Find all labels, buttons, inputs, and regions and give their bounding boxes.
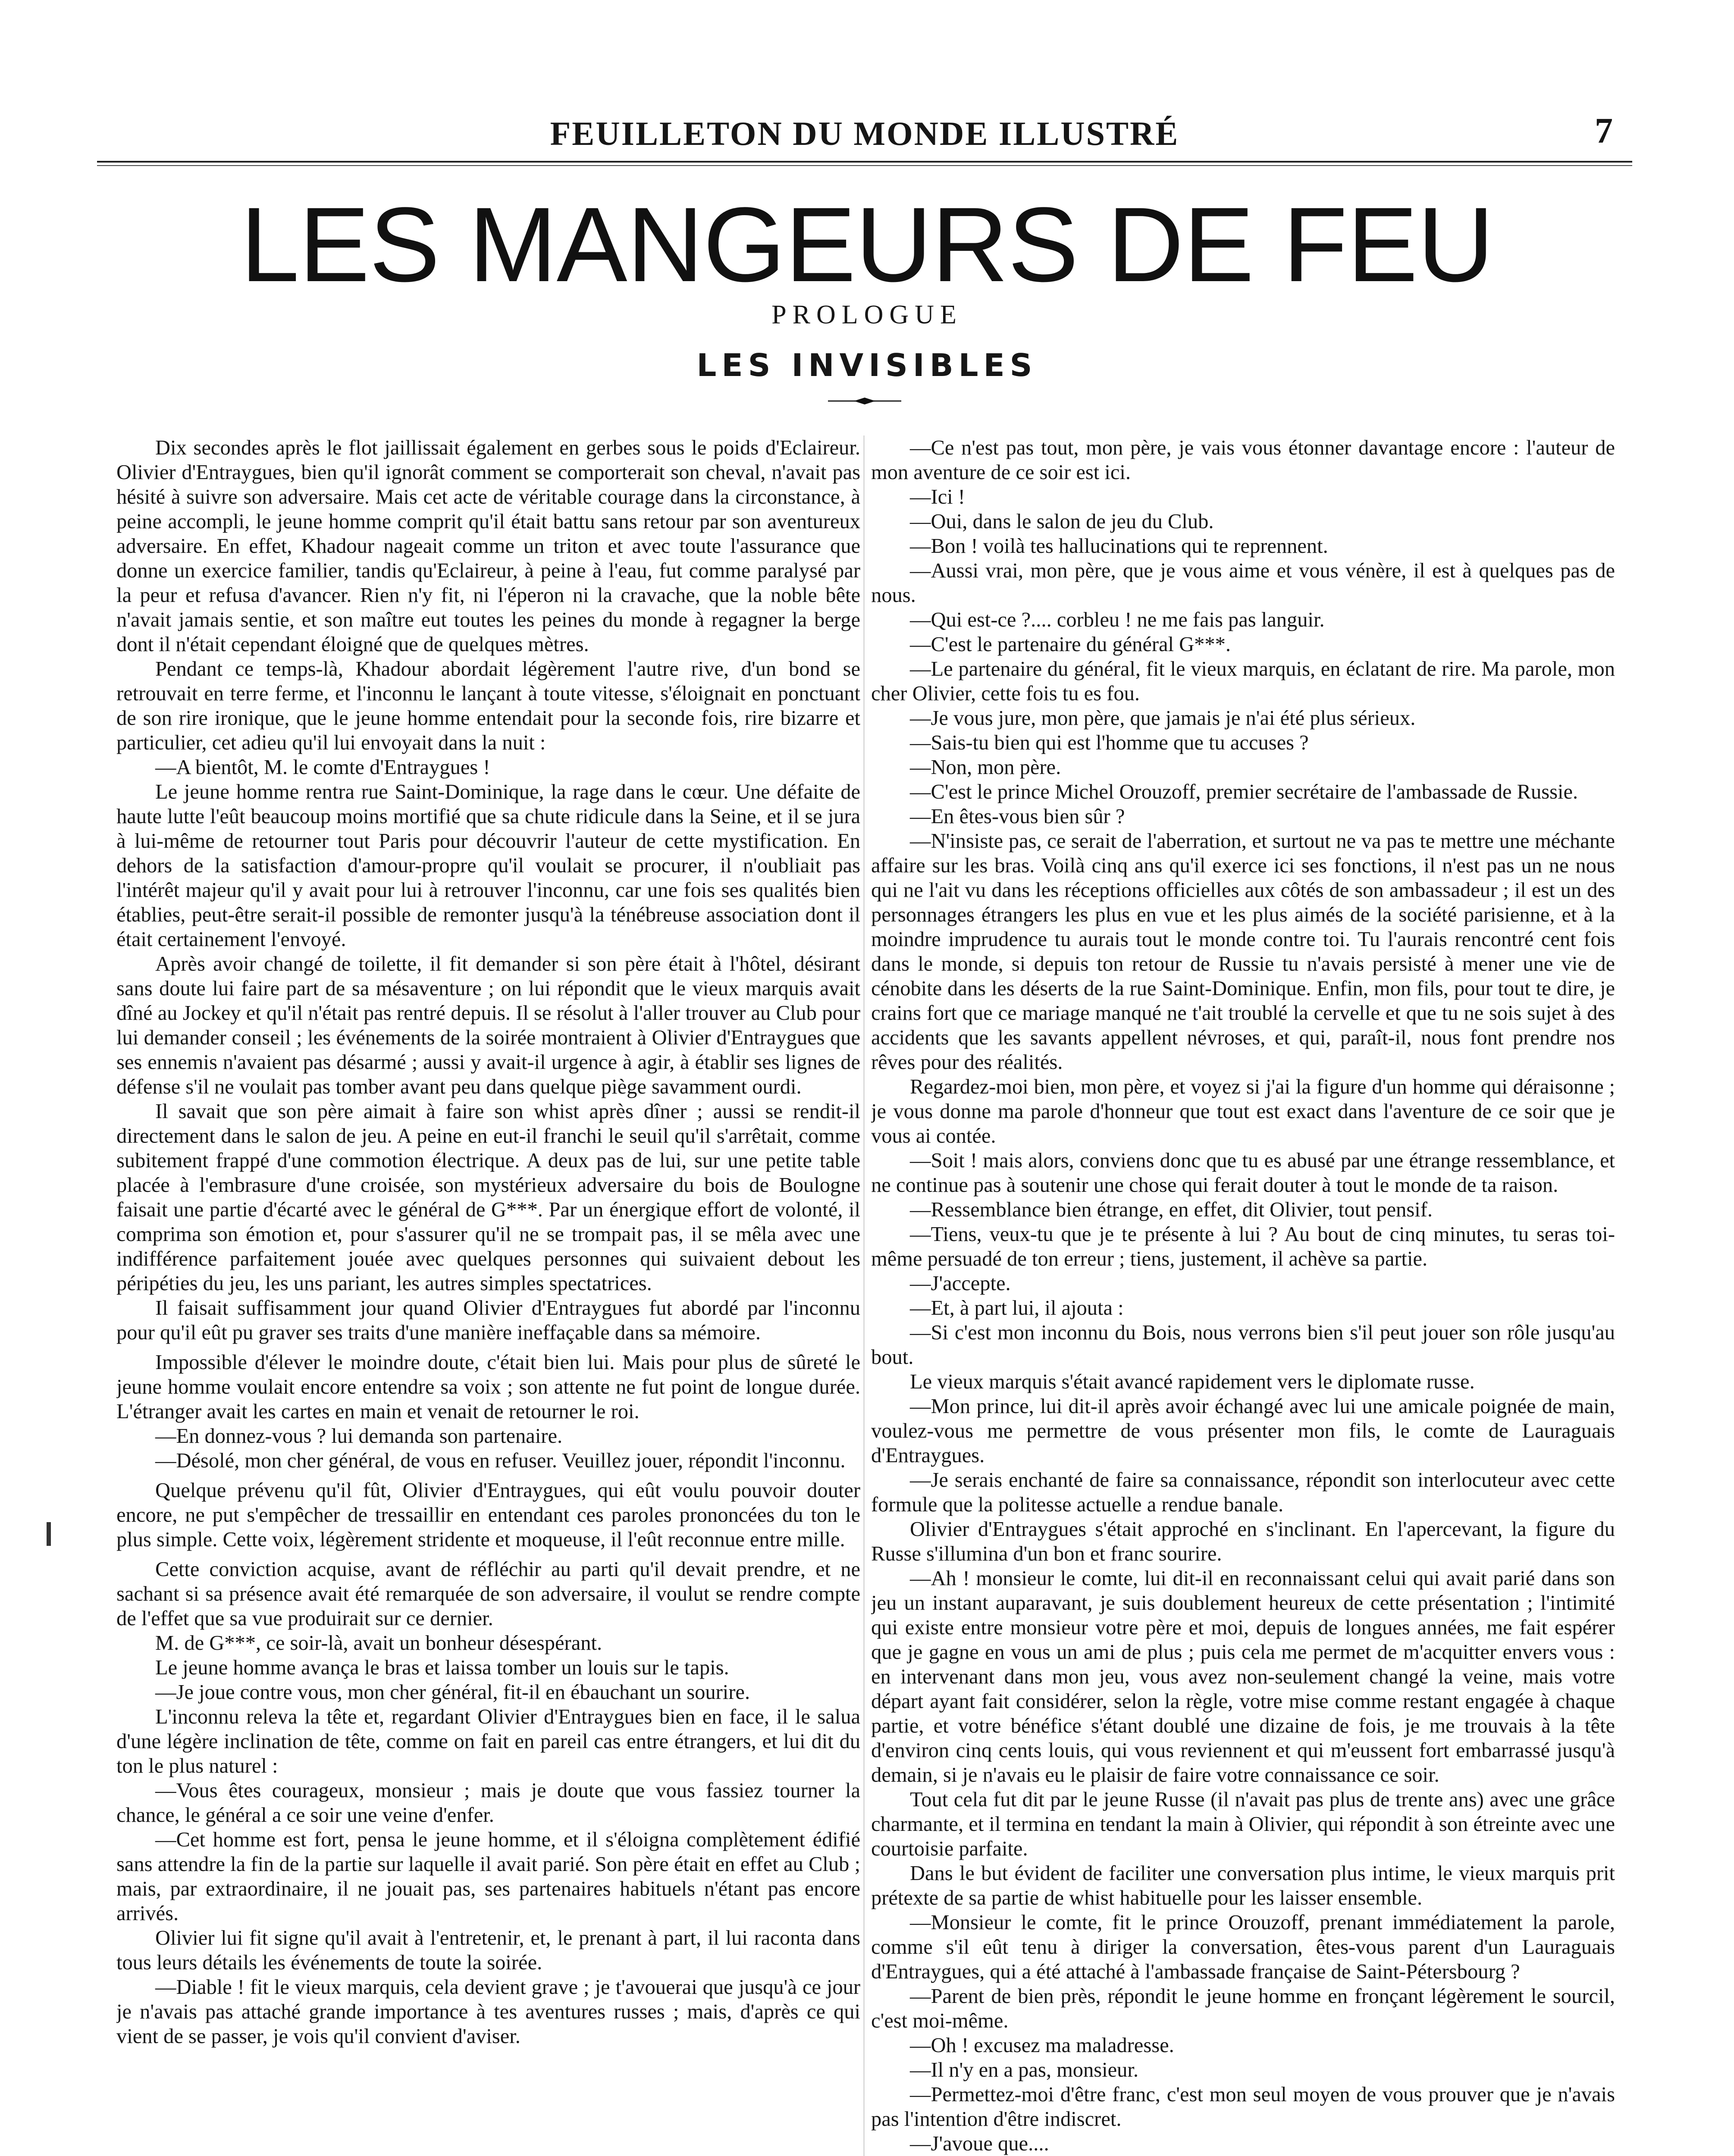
paragraph: —Je serais enchanté de faire sa connaissance, répondit son interlocuteur avec cette formule que la politesse actuelle a rendue banale.	[871, 1469, 1615, 1516]
prologue-label: PROLOGUE	[771, 300, 963, 329]
paragraph: —Il n'y en a pas, monsieur.	[910, 2059, 1139, 2081]
paragraph: —N'insiste pas, ce serait de l'aberration, et surtout ne va pas te mettre une méchante affaire sur les bras. Voilà cinq ans qu'il exerce ici ses fonctions, il n'est pas un ne nous qui ne l'ait vu dans les réceptions officielles aux côtés de son ambassadeur ; il est un des personnages étrangers les plus en vue et les plus aimés de la société parisienne, et à la moindre imprudence tu aurais tout le monde contre toi. Tu l'aurais rencontré cent fois dans le monde, si depuis ton retour de Russie tu n'avais persisté à mener une vie de cénobite dans les déserts de la rue Saint-Dominique. Enfin, mon fils, pour tout te dire, je crains fort que ce mariage manqué ne t'ait troublé la cervelle et que tu ne sois sujet à des accidents que les savants appellent névroses, et qui, paraît-il, nous font prendre nos rêves pour des réalités.	[871, 830, 1615, 1074]
paragraph: —Diable ! fit le vieux marquis, cela devient grave ; je t'avouerai que jusqu'à ce jour je n'avais pas attaché grande importance à tes aventures russes ; mais, d'après ce qui vient de se passer, je vois qu'il convient d'aviser.	[116, 1976, 860, 2048]
paragraph: —Mon prince, lui dit-il après avoir échangé avec lui une amicale poignée de main, voulez-vous me permettre de vous présenter mon fils, le comte de Lauraguais d'Entraygues.	[871, 1395, 1615, 1467]
paragraph: Pendant ce temps-là, Khadour abordait légèrement l'autre rive, d'un bond se retrouvait en terre ferme, et l'inconnu le lançant à toute vitesse, s'éloignait en ponctuant de son rire ironique, que le jeune homme entendait pour la seconde fois, rire bizarre et particulier, cet adieu qu'il lui envoyait dans la nuit :	[116, 658, 860, 754]
paragraph: —Tiens, veux-tu que je te présente à lui ? Au bout de cinq minutes, tu seras toi-même persuadé de ton erreur ; tiens, justement, il achève sa partie.	[871, 1223, 1615, 1270]
paragraph: —Sais-tu bien qui est l'homme que tu accuses ?	[910, 731, 1309, 754]
paragraph: —C'est le partenaire du général G***.	[910, 633, 1231, 656]
paragraph: —Vous êtes courageux, monsieur ; mais je doute que vous fassiez tourner la chance, le général a ce soir une veine d'enfer.	[116, 1779, 860, 1827]
paragraph: —Désolé, mon cher général, de vous en refuser. Veuillez jouer, répondit l'inconnu.	[155, 1449, 846, 1472]
paragraph: Le jeune homme avança le bras et laissa tomber un louis sur le tapis.	[155, 1656, 729, 1679]
paragraph: —Ici !	[910, 486, 965, 508]
paragraph: —Oui, dans le salon de jeu du Club.	[910, 510, 1214, 533]
page-number: 7	[1595, 111, 1613, 151]
paragraph: Il faisait suffisamment jour quand Olivier d'Entraygues fut abordé par l'inconnu pour qu'il eût pu graver ses traits d'une manière ineffaçable dans sa mémoire.	[116, 1297, 860, 1344]
paragraph: —Aussi vrai, mon père, que je vous aime et vous vénère, il est à quelques pas de nous.	[871, 559, 1615, 607]
paragraph: —Et, à part lui, il ajouta :	[910, 1297, 1124, 1319]
paragraph: —En êtes-vous bien sûr ?	[910, 805, 1125, 828]
paragraph: —Non, mon père.	[910, 756, 1061, 779]
paragraph: Impossible d'élever le moindre doute, c'était bien lui. Mais pour plus de sûreté le jeune homme voulait encore entendre sa voix ; son attente ne fut point de longue durée. L'étranger avait les cartes en main et venait de retourner le roi.	[116, 1351, 860, 1423]
paragraph: Quelque prévenu qu'il fût, Olivier d'Entraygues, qui eût voulu pouvoir douter encore, ne put s'empêcher de tressaillir en entendant ces paroles prononcées du ton le plus simple. Cette voix, légèrement stridente et moqueuse, il l'eût reconnue entre mille.	[116, 1479, 860, 1551]
paragraph: —Bon ! voilà tes hallucinations qui te reprennent.	[910, 535, 1328, 558]
paragraph: Olivier lui fit signe qu'il avait à l'entretenir, et, le prenant à part, il lui raconta dans tous leurs détails les événements de toute la soirée.	[116, 1927, 860, 1974]
paragraph: L'inconnu releva la tête et, regardant Olivier d'Entraygues bien en face, il le salua d'une légère inclination de tête, comme on fait en pareil cas entre étrangers, et lui dit du ton le plus naturel :	[116, 1705, 860, 1777]
feuilleton-title: FEUILLETON DU MONDE ILLUSTRÉ	[550, 115, 1179, 152]
paragraph: —Permettez-moi d'être franc, c'est mon seul moyen de vous prouver que je n'avais pas l'intention d'être indiscret.	[871, 2083, 1615, 2131]
paragraph: Le jeune homme rentra rue Saint-Dominique, la rage dans le cœur. Une défaite de haute lutte l'eût beaucoup moins mortifié que sa chute ridicule dans la Seine, et il se jura à lui-même de retourner tout Paris pour découvrir l'auteur de cette mystification. En dehors de la satisfaction d'amour-propre qu'il voulait se procurer, il n'oubliait pas l'intérêt majeur qu'il y avait pour lui à retrouver l'inconnu, car une fois ses qualités bien établies, peut-être serait-il possible de remonter jusqu'à la ténébreuse association dont il était certainement l'envoyé.	[116, 780, 860, 951]
divider-ornament	[824, 397, 906, 405]
paragraph: Dans le but évident de faciliter une conversation plus intime, le vieux marquis prit prétexte de sa partie de whist habituelle pour les laisser ensemble.	[871, 1862, 1615, 1909]
paragraph: Le vieux marquis s'était avancé rapidement vers le diplomate russe.	[910, 1370, 1475, 1393]
paragraph: —Ah ! monsieur le comte, lui dit-il en reconnaissant celui qui avait parié dans son jeu un instant auparavant, je suis doublement heureux de cette présentation ; l'intimité qui existe entre monsieur votre père et moi, depuis de longues années, me fait espérer que je gagne en vous un ami de plus ; puis cela me permet de m'acquitter envers vous : en intervenant dans mon jeu, vous avez non-seulement changé la veine, mais votre départ ayant fait considérer, selon la règle, votre mise comme restant engagée à chaque partie, et votre bénéfice s'étant doublé une dizaine de fois, je me trouvais à la tête d'environ cinq cents louis, qui vous reviennent et qui m'eussent fort embarrassé jusqu'à demain, si je n'avais eu le plaisir de faire votre connaissance ce soir.	[871, 1567, 1615, 1786]
paragraph: Après avoir changé de toilette, il fit demander si son père était à l'hôtel, désirant sans doute lui faire part de sa mésaventure ; on lui répondit que le vieux marquis avait dîné au Jockey et qu'il n'était pas rentré depuis. Il se résolut à l'aller trouver au Club pour lui demander conseil ; les événements de la soirée montraient à Olivier d'Entraygues que ses ennemis n'avaient pas désarmé ; aussi y avait-il urgence à agir, à établir ses lignes de défense s'il ne voulait pas tomber avant peu dans quelque piège savamment ourdi.	[116, 953, 860, 1098]
paragraph: —Le partenaire du général, fit le vieux marquis, en éclatant de rire. Ma parole, mon cher Olivier, cette fois tu es fou.	[871, 658, 1615, 705]
paragraph: —J'avoue que....	[910, 2132, 1049, 2155]
paragraph: —Soit ! mais alors, conviens donc que tu es abusé par une étrange ressemblance, et ne continue pas à soutenir une chose qui ferait douter à tout le monde de ta raison.	[871, 1149, 1615, 1197]
paragraph: —Parent de bien près, répondit le jeune homme en fronçant légèrement le sourcil, c'est moi-même.	[871, 1985, 1615, 2032]
margin-mark	[47, 1522, 51, 1546]
paragraph: —Qui est-ce ?.... corbleu ! ne me fais pas languir.	[910, 608, 1325, 631]
paragraph: —Oh ! excusez ma maladresse.	[910, 2034, 1174, 2057]
paragraph: —En donnez-vous ? lui demanda son partenaire.	[155, 1425, 563, 1448]
paragraph: —Ressemblance bien étrange, en effet, dit Olivier, tout pensif.	[910, 1198, 1433, 1221]
paragraph: —Si c'est mon inconnu du Bois, nous verrons bien s'il peut jouer son rôle jusqu'au bout.	[871, 1321, 1615, 1369]
paragraph: Olivier d'Entraygues s'était approché en s'inclinant. En l'apercevant, la figure du Russe s'illumina d'un bon et franc sourire.	[871, 1518, 1615, 1565]
paragraph: —Monsieur le comte, fit le prince Orouzoff, prenant immédiatement la parole, comme s'il eût tenu à diriger la conversation, êtes-vous parent d'un Lauraguais d'Entraygues, qui a été attaché à l'ambassade française de Saint-Pétersbourg ?	[871, 1911, 1615, 1983]
paragraph: Dix secondes après le flot jaillissait également en gerbes sous le poids d'Eclaireur. Olivier d'Entraygues, bien qu'il ignorât comment se comporterait son cheval, n'avait pas hésité à suivre son adversaire. Mais cet acte de véritable courage dans la circonstance, à peine accompli, le jeune homme comprit qu'il était battu sans retour par son aventureux adversaire. En effet, Khadour nageait comme un triton et avec toute l'assurance que donne un exercice familier, tandis qu'Eclaireur, à peine à l'eau, fut comme paralysé par la peur et refusa d'avancer. Rien n'y fit, ni l'éperon ni la cravache, que la noble bête n'avait jamais sentie, et son maître eut toutes les peines du monde à regagner la berge dont il n'était cependant éloigné que de quelques mètres.	[116, 436, 860, 656]
paragraph: Cette conviction acquise, avant de réfléchir au parti qu'il devait prendre, et ne sachant si sa présence avait été remarquée de son adversaire, il voulut se rendre compte de l'effet que sa vue produirait sur ce dernier.	[116, 1558, 860, 1630]
chapter-subtitle: LES INVISIBLES	[696, 347, 1038, 383]
paragraph: M. de G***, ce soir-là, avait un bonheur désespérant.	[155, 1632, 602, 1655]
left-column	[116, 436, 860, 2156]
paragraph: —Ce n'est pas tout, mon père, je vais vous étonner davantage encore : l'auteur de mon aventure de ce soir est ici.	[871, 436, 1615, 484]
paragraph: —C'est le prince Michel Orouzoff, premier secrétaire de l'ambassade de Russie.	[910, 780, 1578, 803]
feuilleton-header	[97, 110, 1632, 166]
paragraph: —Je joue contre vous, mon cher général, fit-il en ébauchant un sourire.	[155, 1681, 750, 1704]
paragraph: —Je vous jure, mon père, que jamais je n'ai été plus sérieux.	[910, 707, 1416, 730]
paragraph: Tout cela fut dit par le jeune Russe (il n'avait pas plus de trente ans) avec une grâce charmante, et il termina en tendant la main à Olivier, qui répondit à son étreinte avec une courtoisie parfaite.	[871, 1788, 1615, 1860]
paragraph: Il savait que son père aimait à faire son whist après dîner ; aussi se rendit-il directement dans le salon de jeu. A peine en eut-il franchi le seuil qu'il s'arrêtait, comme subitement frappé d'une commotion électrique. A deux pas de lui, sur une petite table placée à l'embrasure d'une croisée, son mystérieux adversaire du bois de Boulogne faisait une partie d'écarté avec le général de G***. Par un énergique effort de volonté, il comprima son émotion et, pour s'assurer qu'il ne se trompait pas, il se mêla avec une indifférence parfaitement jouée avec quelques personnes qui suivaient debout les péripéties du jeu, les uns pariant, les autres simples spectatrices.	[116, 1100, 860, 1295]
paragraph: —Cet homme est fort, pensa le jeune homme, et il s'éloigna complètement édifié sans attendre la fin de la partie sur laquelle il avait parié. Son père était en effet au Club ; mais, par extraordinaire, il ne jouait pas, ses partenaires habituels n'étant pas encore arrivés.	[116, 1828, 860, 1925]
paragraph: —J'accepte.	[910, 1272, 1011, 1295]
story-title: LES MANGEURS DE FEU	[240, 185, 1494, 304]
header-rule	[97, 161, 1632, 166]
right-column	[871, 436, 1615, 2156]
paragraph: Regardez-moi bien, mon père, et voyez si j'ai la figure d'un homme qui déraisonne ; je vous donne ma parole d'honneur que tout est exact dans l'aventure de ce soir que je vous ai contée.	[871, 1075, 1615, 1147]
paragraph: —A bientôt, M. le comte d'Entraygues !	[155, 756, 490, 779]
